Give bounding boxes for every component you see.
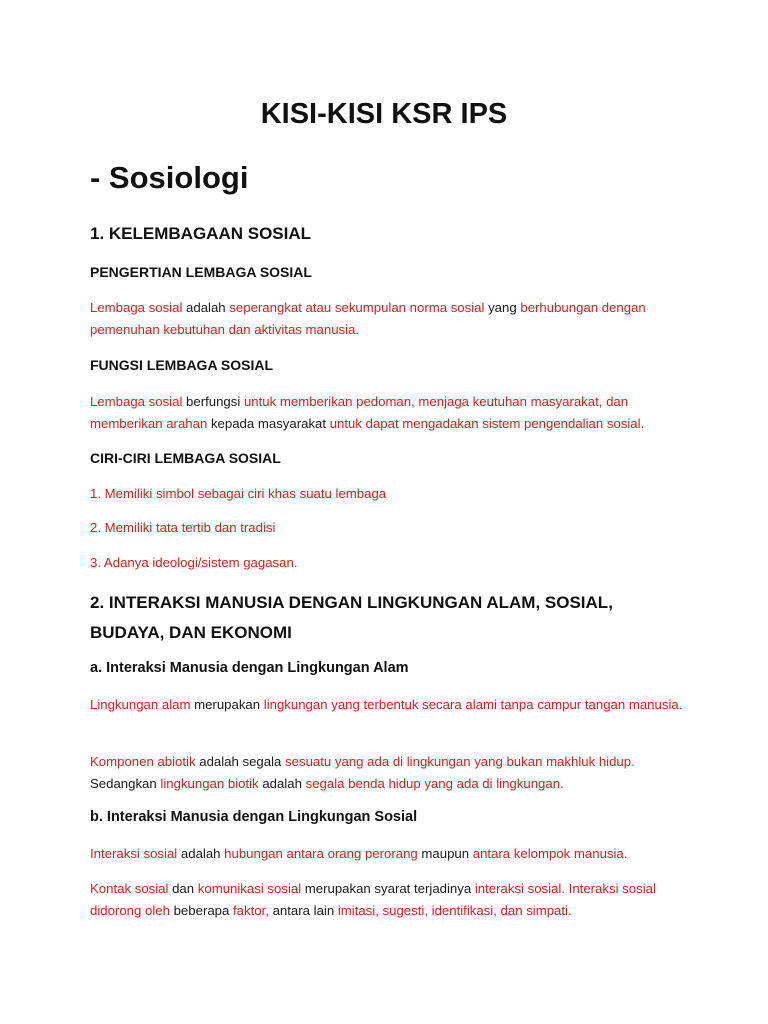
heading-pengertian: PENGERTIAN LEMBAGA SOSIAL [90,264,312,280]
paragraph-pengertian: Lembaga sosial adalah seperangkat atau sekumpulan norma sosial yang berhubungan dengan pemenuhan kebutuhan dan aktivitas manusia. [90,300,646,337]
heading-ciri-ciri: CIRI-CIRI LEMBAGA SOSIAL [90,450,281,466]
paragraph-kontak-sosial: Kontak sosial dan komunikasi sosial merupakan syarat terjadinya interaksi sosial. Interaksi sosial didorong oleh beberapa faktor, antara lain imitasi, sugesti, identifikasi, dan simpati. [90,881,656,918]
document-title: KISI-KISI KSR IPS [260,98,508,130]
paragraph-komponen: Komponen abiotik adalah segala sesuatu yang ada di lingkungan yang bukan makhluk hidup. Sedangkan lingkungan biotik adalah segala benda hidup yang ada di lingkungan. [90,754,635,791]
section-heading-sosiologi: - Sosiologi [90,160,249,195]
list-item-ciri-1: 1. Memiliki simbol sebagai ciri khas suatu lembaga [90,486,387,501]
heading-interaksi-sosial: b. Interaksi Manusia dengan Lingkungan Sosial [90,809,418,825]
paragraph-fungsi: Lembaga sosial berfungsi untuk memberikan pedoman, menjaga keutuhan masyarakat, dan memberikan arahan kepada masyarakat untuk dapat mengadakan sistem pengendalian sosial. [90,394,645,431]
heading-kelembagaan-sosial: 1. KELEMBAGAAN SOSIAL [90,224,312,243]
paragraph-lingkungan-alam: Lingkungan alam merupakan lingkungan yang terbentuk secara alami tanpa campur tangan manusia. [90,697,683,712]
heading-interaksi-alam: a. Interaksi Manusia dengan Lingkungan Alam [90,660,409,676]
heading-interaksi-manusia: 2. INTERAKSI MANUSIA DENGAN LINGKUNGAN ALAM, SOSIAL, BUDAYA, DAN EKONOMI [90,593,613,642]
list-item-ciri-2: 2. Memiliki tata tertib dan tradisi [90,520,276,535]
paragraph-interaksi-sosial: Interaksi sosial adalah hubungan antara orang perorang maupun antara kelompok manusia. [90,846,628,861]
heading-fungsi: FUNGSI LEMBAGA SOSIAL [90,357,274,373]
list-item-ciri-3: 3. Adanya ideologi/sistem gagasan. [90,555,298,570]
